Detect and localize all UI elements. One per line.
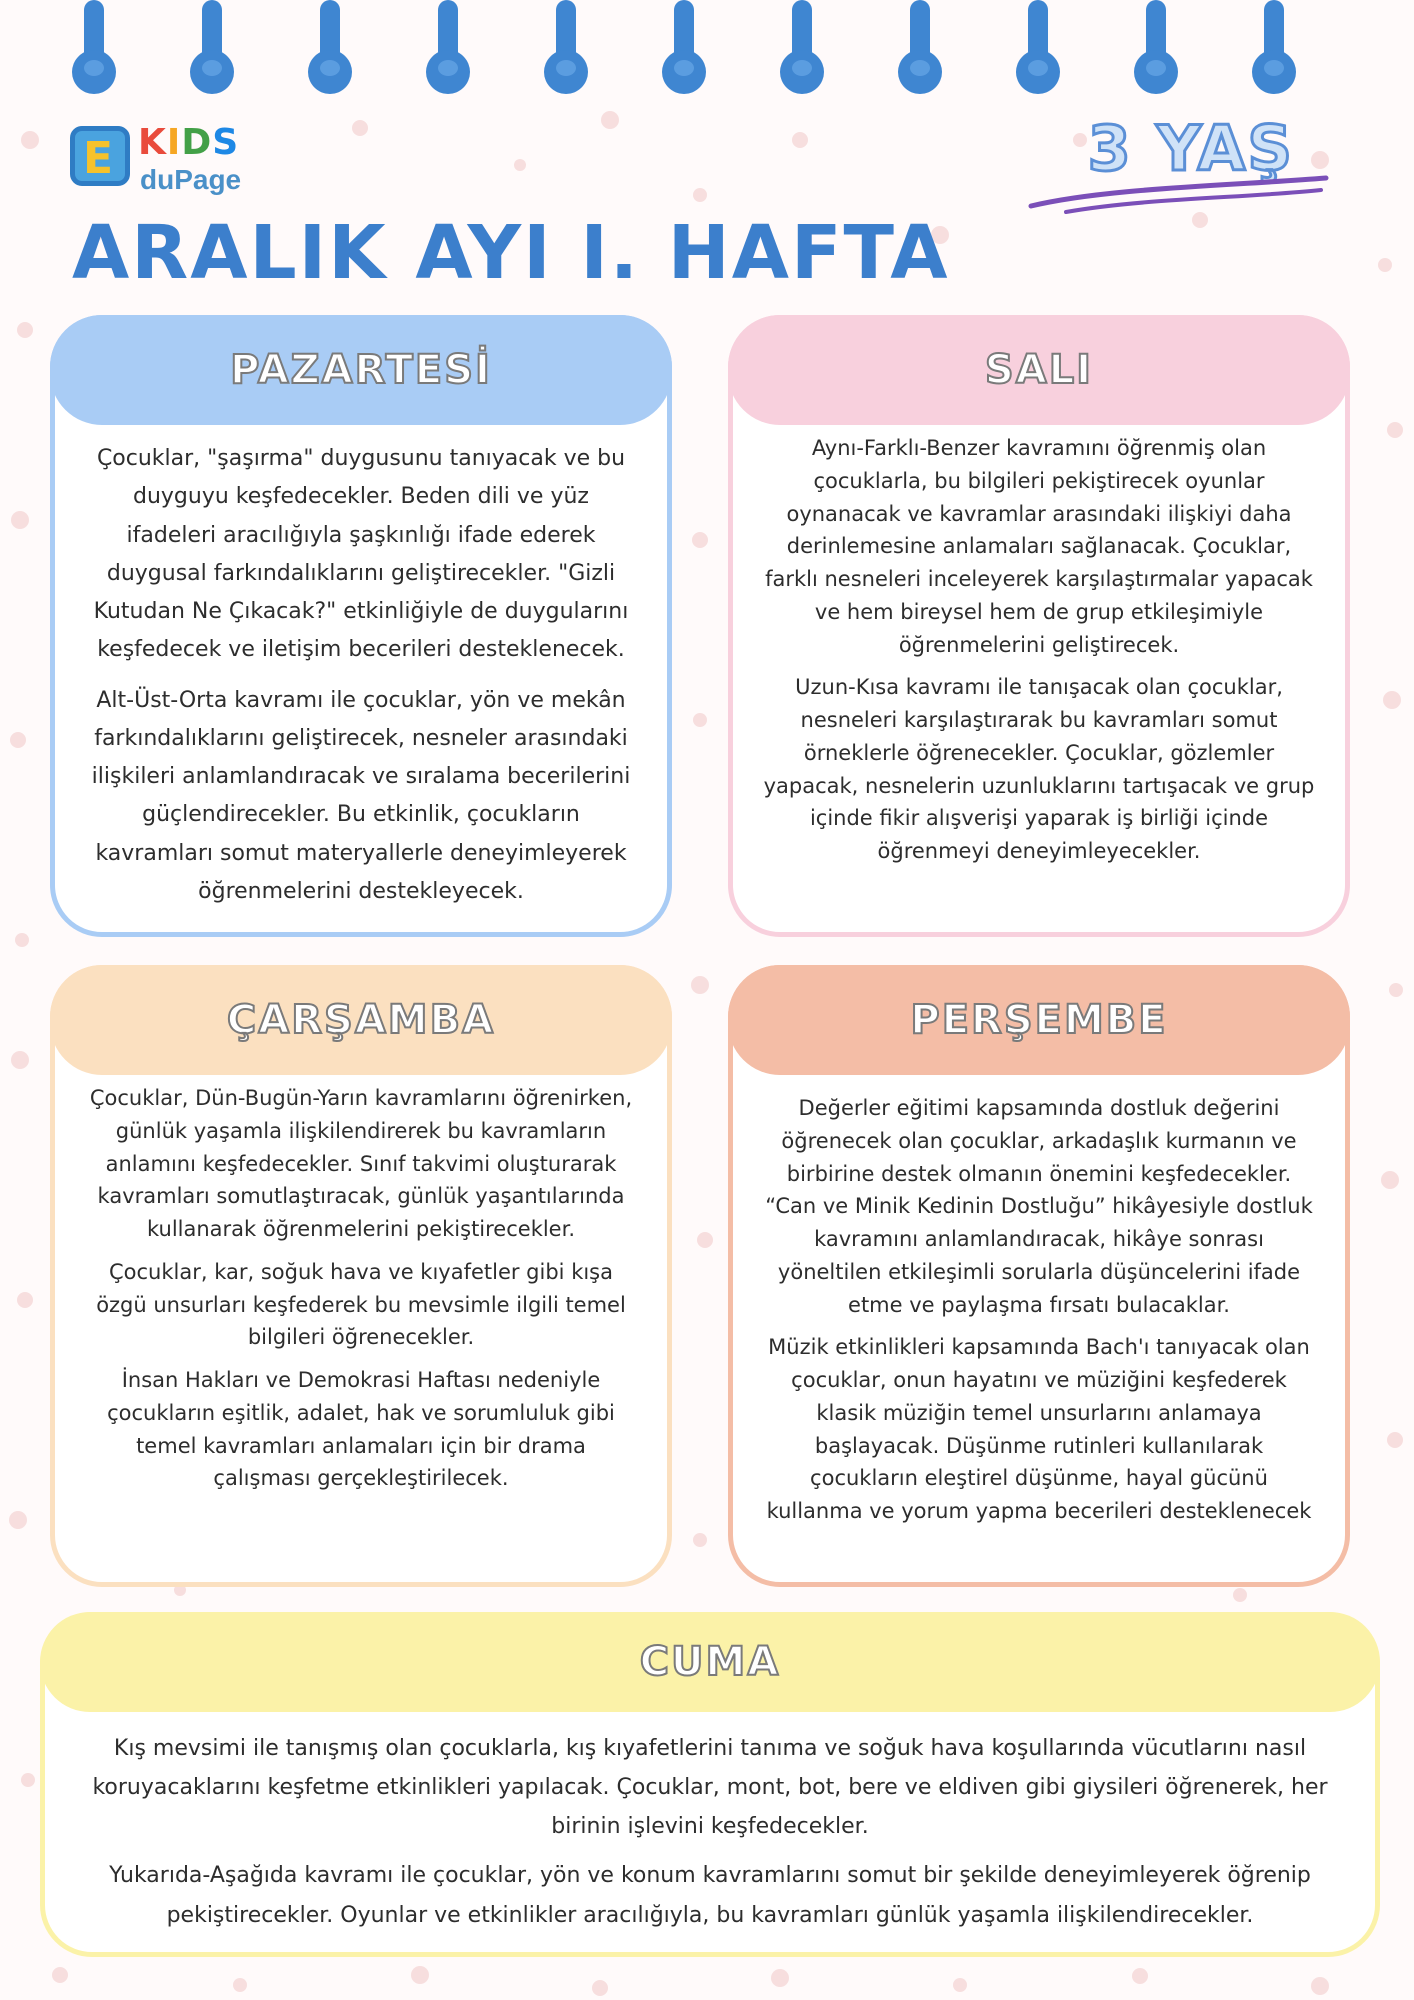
paragraph: İnsan Hakları ve Demokrasi Haftası nedeniyle çocukların eşitlik, adalet, hak ve sorumluluk gibi temel kavramları anlamaları için bir drama çalışması gerçekleştirilecek. (107, 1368, 615, 1491)
card-wednesday (50, 965, 672, 1587)
spiral-binding (0, 0, 1414, 110)
card-thursday-heading: PERŞEMBE (910, 997, 1168, 1043)
card-thursday-header (728, 965, 1350, 1075)
card-monday-header (50, 315, 672, 425)
page-title: ARALIK AYI I. HAFTA (72, 210, 950, 296)
card-tuesday-header (728, 315, 1350, 425)
card-thursday-body (763, 1092, 1315, 1538)
card-monday-heading: PAZARTESİ (230, 347, 492, 393)
card-tuesday (728, 315, 1350, 937)
age-underline-swoosh (1026, 168, 1336, 218)
card-wednesday-heading: ÇARŞAMBA (226, 997, 496, 1043)
binder-ring (544, 0, 588, 100)
binder-ring (1134, 0, 1178, 100)
paragraph: Müzik etkinlikleri kapsamında Bach'ı tanıyacak olan çocuklar, onun hayatını ve müziğini keşfederek klasik müziğin temel unsurlarını anlamaya başlayacak. Düşünme rutinleri kullanılarak çocukların eleştirel düşünme, hayal gücünü kullanma ve yorum yapma becerileri desteklenecek (766, 1335, 1312, 1523)
logo-dupage-text: duPage (140, 164, 242, 195)
card-wednesday-header (50, 965, 672, 1075)
card-monday (50, 315, 672, 937)
paragraph: Uzun-Kısa kavramı ile tanışacak olan çocuklar, nesneleri karşılaştırarak bu kavramları somut örneklerle öğrenecekler. Çocuklar, gözlemler yapacak, nesnelerin uzunluklarını tartışacak ve grup içinde fikir alışverişi yaparak iş birliği içinde öğrenmeyi deneyimleyecekler. (763, 675, 1315, 863)
card-tuesday-heading: SALI (984, 347, 1094, 393)
binder-ring (1016, 0, 1060, 100)
edupage-kids-logo (70, 122, 270, 202)
logo-kids-text: KIDS (138, 122, 240, 163)
binder-ring (308, 0, 352, 100)
paragraph: Alt-Üst-Orta kavramı ile çocuklar, yön ve mekân farkındalıklarını geliştirecek, nesneler arasındaki ilişkileri anlamlandıracak ve sıralama becerilerini güçlendirecekler. Bu etkinlik, çocukların kavramları somut materyallerle deneyimleyerek öğrenmelerini destekleyecek. (91, 687, 631, 904)
binder-ring (780, 0, 824, 100)
paragraph: Çocuklar, kar, soğuk hava ve kıyafetler gibi kışa özgü unsurları keşfederek bu mevsimle ilgili temel bilgileri öğrenecekler. (96, 1259, 626, 1350)
paragraph: Kış mevsimi ile tanışmış olan çocuklarla, kış kıyafetlerini tanıma ve soğuk hava koşullarında vücutlarını nasıl koruyacaklarını keşfetme etkinlikleri yapılacak. Çocuklar, mont, bot, bere ve eldiven gibi giysileri öğrenerek, her birinin işlevini keşfedecekler. (92, 1736, 1328, 1840)
card-friday (40, 1612, 1380, 1957)
paragraph: Çocuklar, "şaşırma" duygusunu tanıyacak ve bu duyguyu keşfedecekler. Beden dili ve yüz ifadeleri aracılığıyla şaşkınlığı ifade ederek duygusal farkındalıklarını geliştirecekler. "Gizli Kutudan Ne Çıkacak?" etkinliğiyle de duygularını keşfedecek ve iletişim becerileri desteklenecek. (93, 446, 629, 663)
card-monday-body (85, 440, 637, 923)
age-badge: 3 YAŞ (1087, 112, 1294, 185)
paragraph: Çocuklar, Dün-Bugün-Yarın kavramlarını öğrenirken, günlük yaşamla ilişkilendirerek bu kavramların anlamını keşfedecekler. Sınıf takvimi oluşturarak kavramları somutlaştıracak, günlük yaşantılarında kullanarak öğrenmelerini pekiştirecekler. (89, 1086, 633, 1241)
binder-ring (190, 0, 234, 100)
binder-ring (426, 0, 470, 100)
logo-e-icon: E (70, 126, 130, 186)
binder-ring (662, 0, 706, 100)
paragraph: Yukarıda-Aşağıda kavramı ile çocuklar, yön ve konum kavramlarını somut bir şekilde deneyimleyerek öğrenip pekiştirecekler. Oyunlar ve etkinlikler aracılığıyla, bu kavramları günlük yaşamla ilişkilendirecekler. (109, 1863, 1311, 1928)
card-friday-header (40, 1612, 1380, 1712)
card-wednesday-body (85, 1082, 637, 1505)
binder-ring (72, 0, 116, 100)
paragraph: Aynı-Farklı-Benzer kavramını öğrenmiş olan çocuklarla, bu bilgileri pekiştirecek oyunlar oynanacak ve kavramlar arasındaki ilişkiyi daha derinlemesine anlamaları sağlanacak. Çocuklar, farklı nesneleri inceleyerek karşılaştırmalar yapacak ve hem bireysel hem de grup etkileşimiyle öğrenmelerini geliştirecek. (765, 436, 1313, 657)
binder-ring (1252, 0, 1296, 100)
card-thursday (728, 965, 1350, 1587)
paragraph: Değerler eğitimi kapsamında dostluk değerini öğrenecek olan çocuklar, arkadaşlık kurmanın ve birbirine destek olmanın önemini keşfedecekler. “Can ve Minik Kedinin Dostluğu” hikâyesiyle dostluk kavramını anlamlandıracak, hikâye sonrası yöneltilen etkileşimli sorularla düşüncelerini ifade etme ve paylaşma fırsatı bulacaklar. (765, 1096, 1313, 1317)
card-tuesday-body (763, 432, 1315, 878)
card-friday-body (85, 1729, 1335, 1945)
card-friday-heading: CUMA (639, 1639, 781, 1685)
binder-ring (898, 0, 942, 100)
